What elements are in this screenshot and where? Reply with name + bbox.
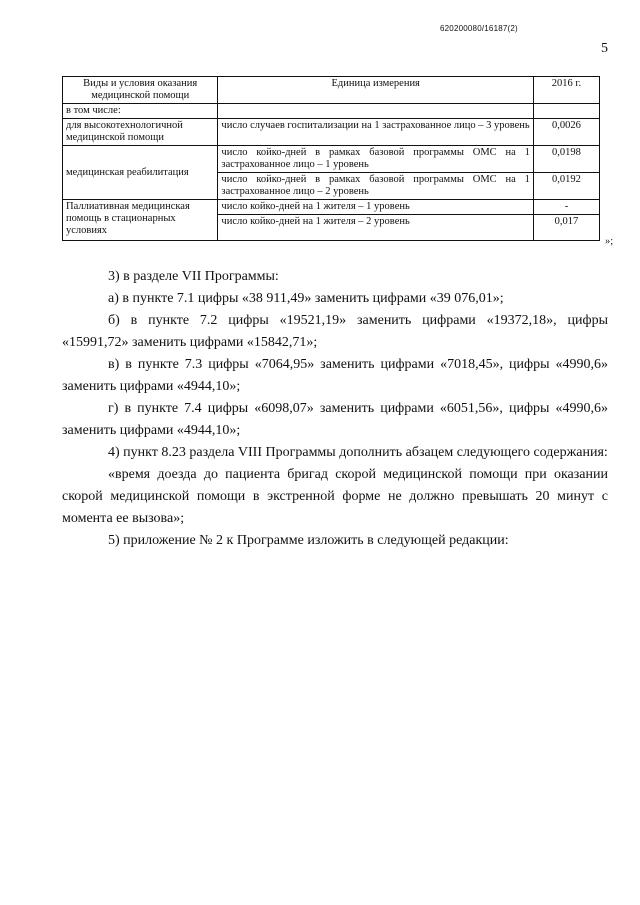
subheader-cell: в том числе: — [63, 104, 218, 119]
table-row — [63, 119, 600, 146]
row-type: для высокотехнологичной медицинской помощи — [63, 119, 218, 146]
col-header-unit: Единица измерения — [218, 77, 534, 104]
document-code: 620200080/16187(2) — [440, 24, 518, 33]
paragraph: в) в пункте 7.3 цифры «7064,95» заменить цифрами «7018,45», цифры «4990,6» заменить цифрами «4944,10»; — [62, 357, 608, 394]
table-cell — [218, 104, 534, 119]
table-row — [63, 146, 600, 173]
table-header-row — [63, 77, 600, 104]
page-number: 5 — [601, 41, 608, 56]
row-value: 0,0192 — [533, 173, 599, 200]
row-type: медицинская реабилитация — [63, 146, 218, 200]
col-header-type: Виды и условия оказания медицинской помощи — [63, 77, 218, 104]
table-subheader-row — [63, 104, 600, 119]
row-value: 0,017 — [533, 215, 599, 241]
row-type: Паллиативная медицинская помощь в стационарных условиях — [63, 200, 218, 241]
table-row — [63, 200, 600, 215]
paragraph: а) в пункте 7.1 цифры «38 911,49» заменить цифрами «39 076,01»; — [108, 291, 504, 306]
row-unit: число койко-дней в рамках базовой программы ОМС на 1 застрахованное лицо – 1 уровень — [218, 146, 534, 173]
paragraph: «время доезда до пациента бригад скорой медицинской помощи при оказании скорой медицинской помощи в экстренной форме не должно превышать 20 минут с момента ее вызова»; — [62, 467, 608, 526]
volume-table — [62, 76, 600, 241]
paragraph: б) в пункте 7.2 цифры «19521,19» заменить цифрами «19372,18», цифры «15991,72» заменить цифрами «15842,71»; — [62, 313, 608, 350]
row-unit: число койко-дней на 1 жителя – 2 уровень — [218, 215, 534, 241]
table-cell — [533, 104, 599, 119]
row-value: 0,0198 — [533, 146, 599, 173]
col-header-year: 2016 г. — [533, 77, 599, 104]
row-value: - — [533, 200, 599, 215]
paragraph: г) в пункте 7.4 цифры «6098,07» заменить цифрами «6051,56», цифры «4990,6» заменить цифрами «4944,10»; — [62, 401, 608, 438]
paragraph: 5) приложение № 2 к Программе изложить в следующей редакции: — [108, 533, 509, 548]
row-unit: число койко-дней на 1 жителя – 1 уровень — [218, 200, 534, 215]
row-unit: число случаев госпитализации на 1 застрахованное лицо – 3 уровень — [218, 119, 534, 146]
paragraph: 4) пункт 8.23 раздела VIII Программы дополнить абзацем следующего содержания: — [108, 445, 608, 460]
paragraph: 3) в разделе VII Программы: — [108, 269, 279, 284]
row-unit: число койко-дней в рамках базовой программы ОМС на 1 застрахованное лицо – 2 уровень — [218, 173, 534, 200]
table-closing-quote: »; — [605, 236, 614, 247]
row-value: 0,0026 — [533, 119, 599, 146]
body-text — [62, 266, 608, 552]
